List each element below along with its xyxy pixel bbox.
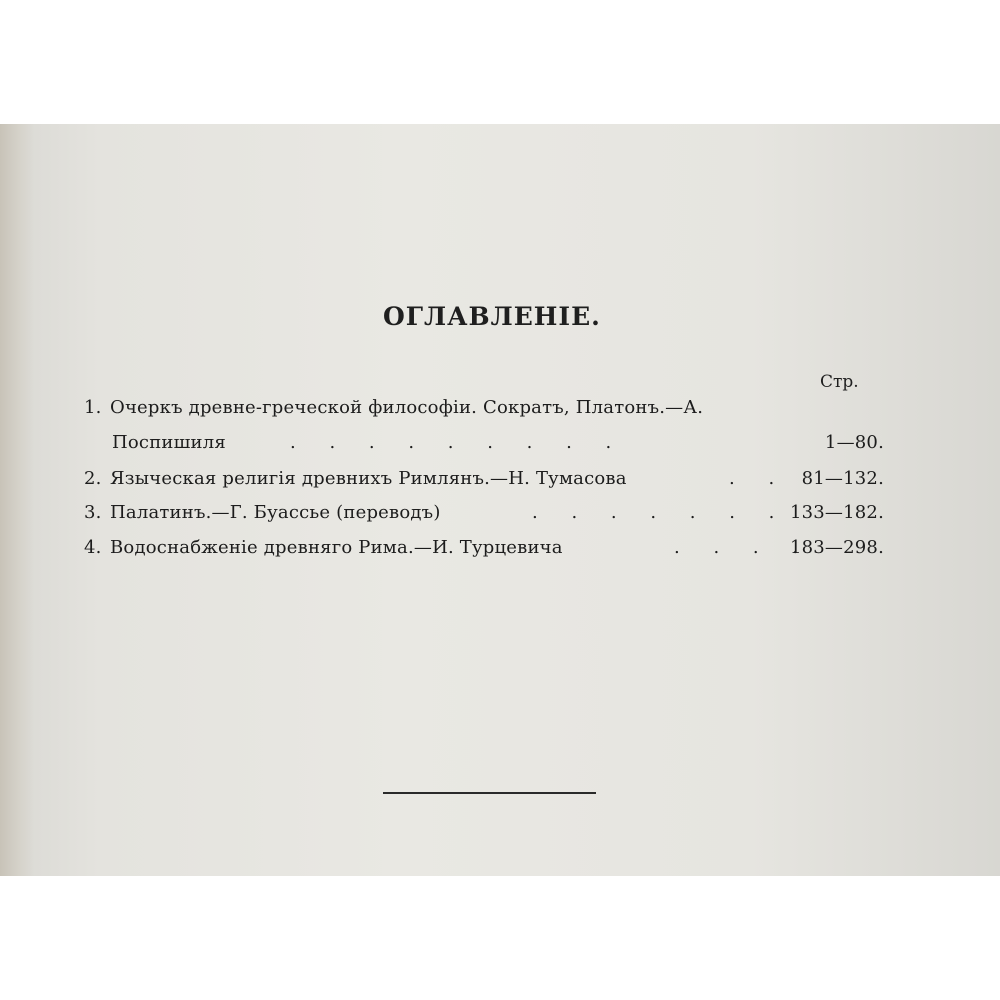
toc-entry-2 (84, 468, 884, 489)
bleed-through-text-left (270, 124, 403, 145)
entry-number: 3. (84, 502, 102, 523)
entry-title: Очеркъ древне-греческой философіи. Сократъ, Платонъ.—А. (110, 397, 704, 418)
toc-entry-1-continuation (112, 432, 884, 453)
page-title: ОГЛАВЛЕНІЕ. (383, 302, 601, 331)
entry-number: 1. (84, 397, 102, 418)
entry-pages: 1—80. (824, 432, 884, 453)
toc-entry-4 (84, 537, 884, 558)
paper-edge (0, 124, 34, 876)
page-column-header: Стр. (820, 372, 859, 392)
entry-number: 4. (84, 537, 102, 558)
toc-entry-3 (84, 502, 884, 523)
entry-pages: 183—298. (789, 537, 884, 558)
paper-page (0, 124, 1000, 876)
leader-dots: . . (729, 468, 789, 489)
entry-title: Палатинъ.—Г. Буассье (переводъ) (110, 502, 441, 523)
entry-pages: 133—182. (789, 502, 884, 523)
entry-title: Водоснабженіе древняго Рима.—И. Турцевича (110, 537, 563, 558)
entry-pages: 81—132. (801, 468, 884, 489)
toc-entry-1 (84, 397, 884, 418)
entry-title: Языческая религія древнихъ Римлянъ.—Н. Тумасова (110, 468, 627, 489)
leader-dots: . . . . . . . . . (290, 432, 626, 453)
entry-number: 2. (84, 468, 102, 489)
leader-dots: . . . . . . . (532, 502, 789, 523)
entry-title-continuation: Поспишиля (112, 432, 226, 453)
horizontal-rule (383, 792, 596, 794)
leader-dots: . . . . (674, 537, 813, 558)
